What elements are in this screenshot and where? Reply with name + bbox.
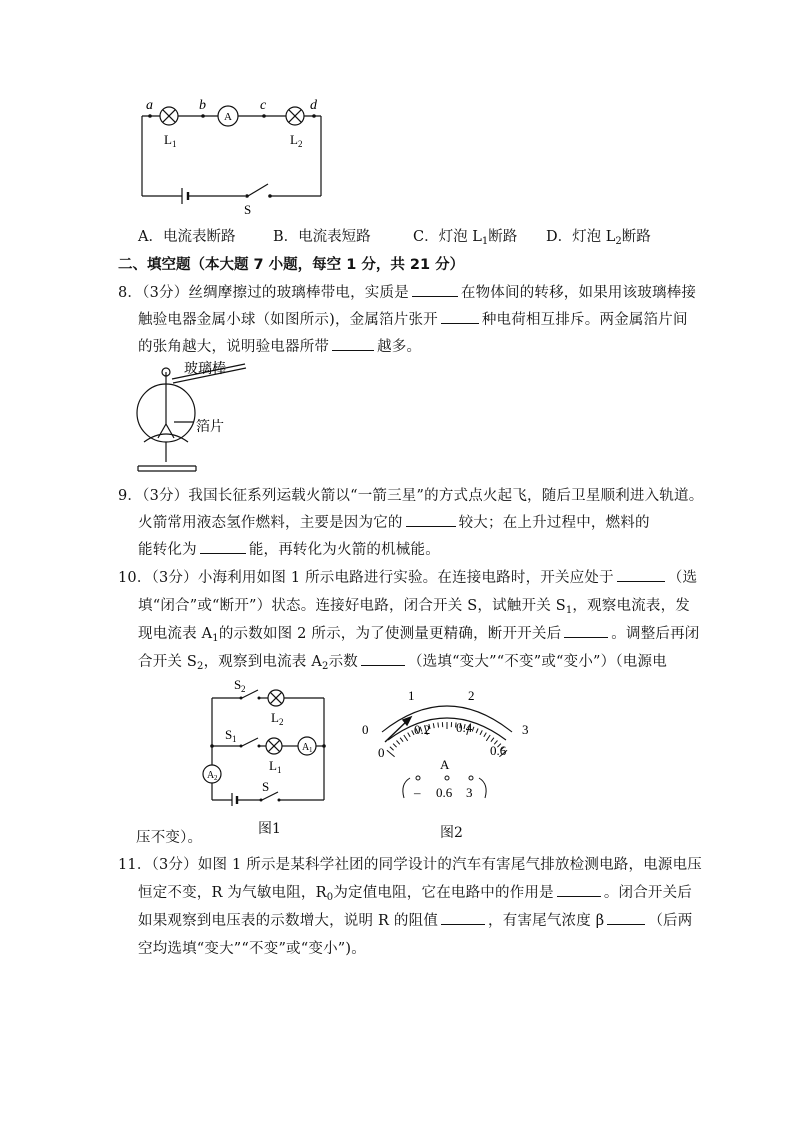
section-title: 二、填空题（本大题 7 小题，每空 1 分，共 21 分） (118, 257, 465, 273)
lamp2-label: L (290, 132, 298, 147)
q9-line2: 火箭常用液态氢作燃料，主要是因为它的 较大；在上升过程中，燃料的 (138, 511, 650, 532)
parallel-circuit-diagram (198, 676, 333, 806)
q8-line3: 的张角越大，说明验电器所带 越多。 (138, 335, 421, 356)
l1-label: L (269, 758, 277, 773)
terminal-3: 3 (466, 785, 473, 800)
switch-label: S (244, 202, 252, 217)
q11-line4: 空均选填“变大”“不变”或“变小”)。 (138, 941, 366, 957)
choice-d: D．灯泡 $L_2$断路 (546, 229, 651, 247)
node-d-label: d (310, 98, 317, 113)
lamp1-label: L (164, 132, 172, 147)
l2-sub: 2 (279, 717, 284, 727)
dial-tick (397, 741, 400, 745)
q9-line1: 9．（3分）我国长征系列运载火箭以“一箭三星”的方式点火起飞，随后卫星顺利进入轨道。 (118, 488, 704, 504)
fig2-caption: 图2 (440, 825, 463, 841)
s2-label: S (234, 677, 242, 692)
dial-tick (438, 723, 439, 728)
q10-line4: 合开关 $S_2$，观察到电流表 $A_2$示数 （选填“变大”“不变”或“变小”）（电源电 (138, 650, 667, 672)
lamp2-sub: 2 (298, 139, 303, 149)
a2-label: A (207, 770, 215, 781)
meter-unit: A (440, 757, 450, 772)
s1-label: S (225, 727, 233, 742)
top-scale-1: 1 (408, 688, 415, 703)
series-circuit-diagram (130, 95, 340, 220)
q10-line1: 10．（3分）小海利用如图 1 所示电路进行实验。在连接电路时，开关应处于 （选 (118, 566, 697, 587)
terminal-06: 0.6 (436, 785, 453, 800)
ammeter-label: A (224, 111, 232, 123)
dial-tick (486, 735, 490, 741)
dial-tick (393, 744, 397, 748)
ammeter-dial-figure (352, 682, 542, 804)
q8-line2: 触验电器金属小球（如图所示)，金属箔片张开 种电荷相互排斥。两金属箔片间 (138, 308, 688, 329)
dial-tick (408, 733, 411, 737)
a1-sub: 1 (309, 746, 313, 754)
s1-sub: 1 (232, 734, 237, 744)
node-b-label: b (199, 98, 206, 113)
dial-tick (480, 730, 482, 735)
q9-line3: 能转化为 能，再转化为火箭的机械能。 (138, 538, 440, 559)
dial-tick (472, 727, 474, 732)
a1-label: A (302, 742, 310, 753)
top-scale-2: 2 (468, 688, 475, 703)
q10-line2: 填“闭合”或“断开”）状态。连接好电路，闭合开关 S，试触开关 $S_1$，观察电流表，发 (138, 598, 691, 616)
electroscope-figure (130, 358, 250, 476)
s-label: S (262, 779, 270, 794)
q10-line3: 现电流表 $A_1$的示数如图 2 所示，为了使测量更精确，断开开关后 。调整后再闭 (138, 622, 700, 644)
bottom-scale-0: 0 (378, 745, 385, 760)
dial-tick (491, 738, 494, 742)
top-scale-3: 3 (522, 722, 529, 737)
dial-tick (476, 729, 478, 734)
rod-label: 玻璃棒 (184, 362, 226, 377)
node-c-label: c (260, 98, 267, 113)
s2-sub: 2 (241, 684, 246, 694)
node-a-label: a (146, 98, 153, 113)
top-scale-0: 0 (362, 722, 369, 737)
choice-a: A．电流表断路 (138, 229, 236, 245)
fig1-caption: 图1 (258, 821, 281, 837)
choice-b: B．电流表短路 (273, 229, 371, 245)
q8-line1: 8．（3分）丝绸摩擦过的玻璃棒带电，实质是 在物体间的转移，如果用该玻璃棒接 (118, 281, 696, 302)
dial-tick (484, 733, 487, 737)
q11-line2: 恒定不变，R 为气敏电阻，$R_0$为定值电阻，它在电路中的作用是 。闭合开关后 (138, 881, 692, 903)
q11-line1: 11．（3分）如图 1 所示是某科学社团的同学设计的汽车有害尾气排放检测电路，电源电压 (118, 857, 702, 873)
dial-tick (400, 738, 403, 742)
l1-sub: 1 (277, 765, 282, 775)
dial-tick (433, 723, 434, 728)
bottom-scale-1: 0.2 (414, 722, 431, 737)
choice-c: C．灯泡 $L_1$断路 (413, 229, 518, 247)
lamp1-sub: 1 (172, 139, 177, 149)
q10-line5: 压不变）。 (136, 830, 203, 846)
dial-tick (387, 750, 395, 756)
bottom-scale-2: 0.4 (456, 720, 473, 735)
dial-tick (390, 747, 394, 751)
terminal-neg: – (414, 785, 421, 800)
foil-label: 箔片 (196, 420, 224, 435)
q11-line3: 如果观察到电压表的示数增大，说明 R 的阻值 ，有害尾气浓度 β （后两 (138, 909, 692, 930)
l2-label: L (271, 710, 279, 725)
dial-tick (404, 735, 408, 741)
bottom-scale-3: 0.6 (490, 743, 507, 758)
a2-sub: 2 (214, 774, 218, 782)
